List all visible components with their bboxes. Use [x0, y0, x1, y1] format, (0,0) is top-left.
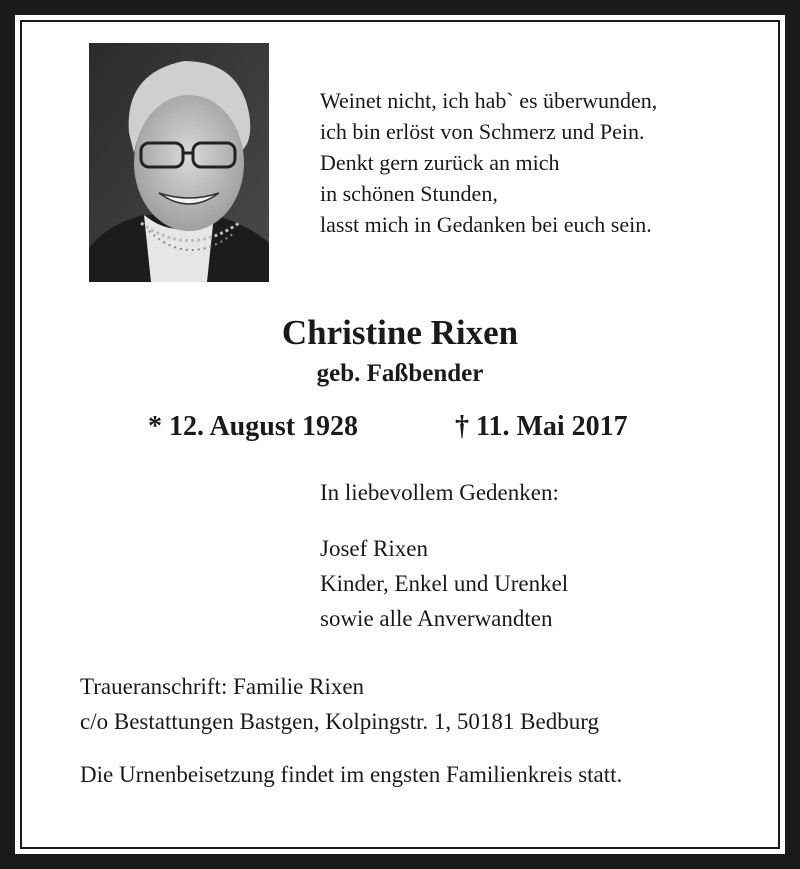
mourning-address: [80, 669, 720, 739]
death-date: † 11. Mai 2017: [455, 411, 628, 442]
address-line: Traueranschrift: Familie Rixen: [80, 674, 365, 699]
maiden-name: geb. Faßbender: [316, 360, 484, 387]
poem-line: Weinet nicht, ich hab` es überwunden,: [320, 88, 658, 113]
deceased-name: Christine Rixen: [281, 313, 519, 352]
address-line: c/o Bestattungen Bastgen, Kolpingstr. 1, 50181 Bedburg: [80, 709, 599, 734]
poem-line: Denkt gern zurück an mich: [320, 150, 560, 175]
mourners-list: [320, 531, 568, 636]
poem-line: ich bin erlöst von Schmerz und Pein.: [320, 119, 645, 144]
burial-notice: Die Urnenbeisetzung findet im engsten Familienkreis statt.: [80, 762, 623, 787]
mourner: Josef Rixen: [320, 536, 428, 561]
portrait-photo: [89, 43, 269, 282]
poem: [320, 85, 740, 240]
mourner: Kinder, Enkel und Urenkel: [320, 571, 569, 596]
mourner: sowie alle Anverwandten: [320, 606, 553, 631]
memory-heading: In liebevollem Gedenken:: [320, 480, 559, 505]
poem-line: lasst mich in Gedanken bei euch sein.: [320, 212, 652, 237]
birth-date: * 12. August 1928: [148, 411, 359, 442]
poem-line: in schönen Stunden,: [320, 181, 498, 206]
